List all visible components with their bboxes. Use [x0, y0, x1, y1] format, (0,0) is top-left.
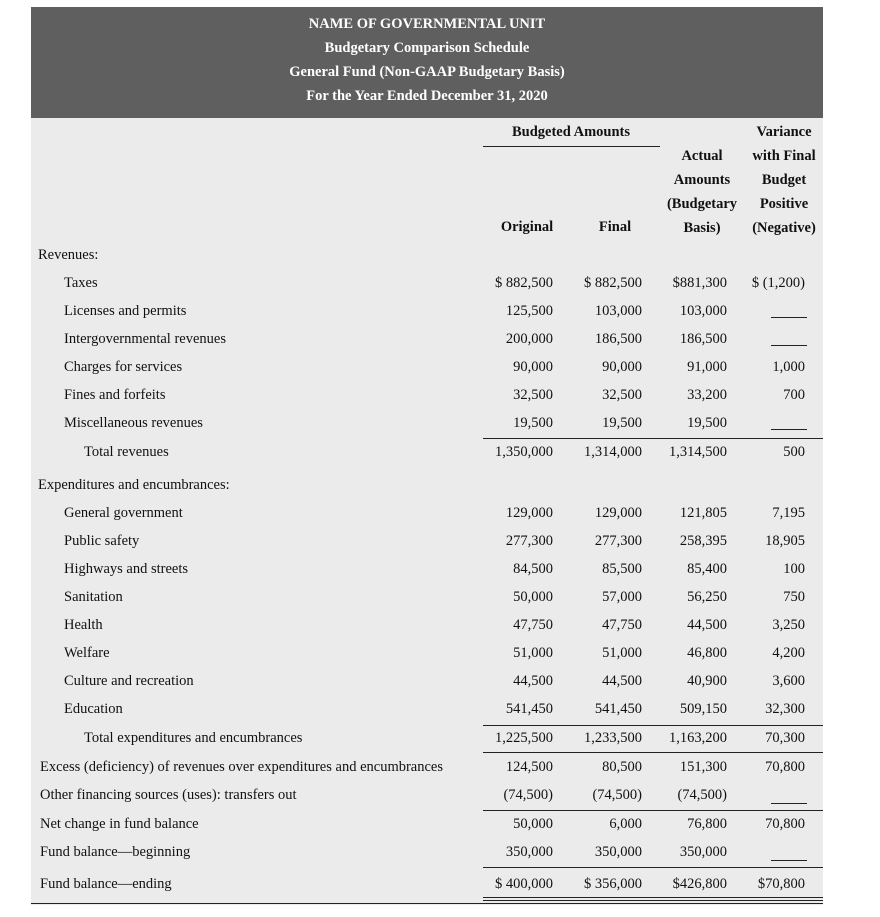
expenditure-row-actual: 121,805 — [679, 505, 727, 521]
expenditure-row-original: 47,750 — [513, 617, 553, 633]
variance-column-header-line: Positive — [759, 196, 809, 212]
summary-row-label: Excess (deficiency) of revenues over expenditures and encumbrances — [40, 759, 443, 775]
summary-row-original: (74,500) — [503, 787, 553, 803]
revenue-row-final: 19,500 — [602, 415, 642, 431]
total-revenues-actual: 1,314,500 — [669, 444, 727, 460]
revenue-row-actual: 91,000 — [687, 359, 727, 375]
document-header — [31, 7, 823, 118]
total-revenues-original: 1,350,000 — [495, 444, 553, 460]
expenditure-row-actual: 46,800 — [687, 645, 727, 661]
revenue-row-actual: 103,000 — [679, 303, 727, 319]
revenue-row-label: Intergovernmental revenues — [64, 331, 226, 347]
total-expenditures-final: 1,233,500 — [584, 730, 642, 746]
actual-column-header-line: Actual — [681, 148, 723, 164]
expenditure-row-original: 277,300 — [505, 533, 553, 549]
expenditure-row-final: 541,450 — [594, 701, 642, 717]
expenditures-total-rule — [483, 725, 823, 726]
summary-row-original: 350,000 — [505, 844, 553, 860]
revenue-row-actual: 186,500 — [679, 331, 727, 347]
total-revenues-final: 1,314,000 — [584, 444, 642, 460]
expenditure-row-original: 129,000 — [505, 505, 553, 521]
revenue-row-variance: 700 — [783, 387, 805, 403]
ending-balance-rule — [483, 867, 823, 868]
revenue-row-actual: $881,300 — [672, 275, 727, 291]
expenditure-row-label: Welfare — [64, 645, 110, 661]
summary-row-variance: 70,800 — [765, 759, 805, 775]
expenditure-row-original: 44,500 — [513, 673, 553, 689]
nil-variance-mark — [771, 803, 807, 804]
fund-title: General Fund (Non-GAAP Budgetary Basis) — [289, 64, 565, 80]
actual-column-header-line: Amounts — [673, 172, 731, 188]
period-title: For the Year Ended December 31, 2020 — [306, 88, 548, 104]
expenditure-row-variance: 18,905 — [765, 533, 805, 549]
summary-row-final: (74,500) — [592, 787, 642, 803]
expenditure-row-final: 51,000 — [602, 645, 642, 661]
expenditure-row-actual: 40,900 — [687, 673, 727, 689]
expenditure-row-final: 129,000 — [594, 505, 642, 521]
revenue-row-variance: 1,000 — [772, 359, 805, 375]
variance-column-header-line: Budget — [761, 172, 807, 188]
expenditure-row-original: 541,450 — [505, 701, 553, 717]
variance-column-header-line: Variance — [756, 124, 812, 140]
summary-row-actual: $426,800 — [672, 876, 727, 892]
double-rule-bottom — [483, 900, 823, 901]
budgeted-amounts-header: Budgeted Amounts — [511, 124, 631, 140]
expenditure-row-original: 84,500 — [513, 561, 553, 577]
final-column-header: Final — [598, 219, 632, 235]
summary-row-actual: 76,800 — [687, 816, 727, 832]
expenditure-row-final: 57,000 — [602, 589, 642, 605]
nil-variance-mark — [771, 317, 807, 318]
original-column-header: Original — [500, 219, 554, 235]
net-change-rule — [483, 810, 823, 811]
summary-row-label: Fund balance—beginning — [40, 844, 191, 860]
revenue-row-final: 103,000 — [594, 303, 642, 319]
expenditure-row-actual: 85,400 — [687, 561, 727, 577]
summary-row-actual: (74,500) — [677, 787, 727, 803]
expenditure-row-original: 51,000 — [513, 645, 553, 661]
revenue-row-label: Fines and forfeits — [64, 387, 166, 403]
revenue-row-label: Licenses and permits — [64, 303, 187, 319]
expenditure-row-variance: 100 — [783, 561, 805, 577]
revenue-row-original: 32,500 — [513, 387, 553, 403]
document-bottom-rule — [31, 903, 823, 904]
summary-row-label: Net change in fund balance — [40, 816, 199, 832]
expenditure-row-label: General government — [64, 505, 183, 521]
revenue-row-label: Taxes — [64, 275, 98, 291]
revenue-row-final: 32,500 — [602, 387, 642, 403]
variance-column-header-line: (Negative) — [752, 220, 816, 236]
expenditure-row-final: 44,500 — [602, 673, 642, 689]
summary-row-final: 6,000 — [609, 816, 642, 832]
actual-column-header-line: Basis) — [683, 220, 721, 236]
revenue-row-original: 19,500 — [513, 415, 553, 431]
expenditure-row-final: 277,300 — [594, 533, 642, 549]
total-expenditures-original: 1,225,500 — [495, 730, 553, 746]
expenditure-row-actual: 56,250 — [687, 589, 727, 605]
expenditure-row-variance: 32,300 — [765, 701, 805, 717]
expenditure-row-label: Highways and streets — [64, 561, 189, 577]
revenue-row-original: $ 882,500 — [495, 275, 553, 291]
expenditure-row-final: 47,750 — [602, 617, 642, 633]
expenditure-row-label: Culture and recreation — [64, 673, 194, 689]
summary-row-label: Other financing sources (uses): transfers out — [40, 787, 297, 803]
expenditure-row-actual: 44,500 — [687, 617, 727, 633]
unit-name: NAME OF GOVERNMENTAL UNIT — [308, 16, 546, 32]
nil-variance-mark — [771, 860, 807, 861]
revenue-row-final: 186,500 — [594, 331, 642, 347]
expenditure-row-variance: 7,195 — [772, 505, 805, 521]
expenditure-row-label: Education — [64, 701, 123, 717]
summary-row-original: 50,000 — [513, 816, 553, 832]
expenditure-row-label: Health — [64, 617, 103, 633]
expenditure-row-actual: 509,150 — [679, 701, 727, 717]
nil-variance-mark — [771, 345, 807, 346]
actual-column-header-line: (Budgetary — [666, 196, 738, 212]
revenue-row-label: Miscellaneous revenues — [64, 415, 203, 431]
summary-row-final: 350,000 — [594, 844, 642, 860]
revenue-row-actual: 33,200 — [687, 387, 727, 403]
total-revenues-variance: 500 — [783, 444, 805, 460]
nil-variance-mark — [771, 429, 807, 430]
summary-row-label: Fund balance—ending — [40, 876, 172, 892]
summary-row-variance: $70,800 — [757, 876, 805, 892]
summary-row-final: $ 356,000 — [584, 876, 642, 892]
summary-row-original: $ 400,000 — [495, 876, 553, 892]
expenditure-row-actual: 258,395 — [679, 533, 727, 549]
revenue-row-original: 200,000 — [505, 331, 553, 347]
revenue-row-original: 125,500 — [505, 303, 553, 319]
expenditure-row-variance: 750 — [783, 589, 805, 605]
revenue-row-actual: 19,500 — [687, 415, 727, 431]
revenues-heading: Revenues: — [38, 247, 99, 263]
revenue-row-variance: $ (1,200) — [751, 275, 805, 291]
summary-row-actual: 350,000 — [679, 844, 727, 860]
expenditure-row-variance: 4,200 — [772, 645, 805, 661]
summary-row-original: 124,500 — [505, 759, 553, 775]
expenditure-row-variance: 3,600 — [772, 673, 805, 689]
revenues-total-rule — [483, 438, 823, 439]
expenditure-row-label: Public safety — [64, 533, 140, 549]
excess-rule — [483, 752, 823, 753]
budgeted-amounts-rule — [483, 146, 660, 147]
summary-row-final: 80,500 — [602, 759, 642, 775]
expenditures-heading: Expenditures and encumbrances: — [38, 477, 230, 493]
double-rule-top — [483, 897, 823, 898]
expenditure-row-variance: 3,250 — [772, 617, 805, 633]
revenue-row-final: $ 882,500 — [584, 275, 642, 291]
budgetary-comparison-schedule — [31, 7, 823, 905]
revenue-row-label: Charges for services — [64, 359, 183, 375]
summary-row-variance: 70,800 — [765, 816, 805, 832]
variance-column-header-line: with Final — [752, 148, 816, 164]
total-expenditures-label: Total expenditures and encumbrances — [84, 730, 303, 746]
revenue-row-final: 90,000 — [602, 359, 642, 375]
total-expenditures-variance: 70,300 — [765, 730, 805, 746]
total-revenues-label: Total revenues — [84, 444, 169, 460]
expenditure-row-original: 50,000 — [513, 589, 553, 605]
total-expenditures-actual: 1,163,200 — [669, 730, 727, 746]
revenue-row-original: 90,000 — [513, 359, 553, 375]
summary-row-actual: 151,300 — [679, 759, 727, 775]
schedule-title: Budgetary Comparison Schedule — [324, 40, 530, 56]
expenditure-row-label: Sanitation — [64, 589, 123, 605]
expenditure-row-final: 85,500 — [602, 561, 642, 577]
